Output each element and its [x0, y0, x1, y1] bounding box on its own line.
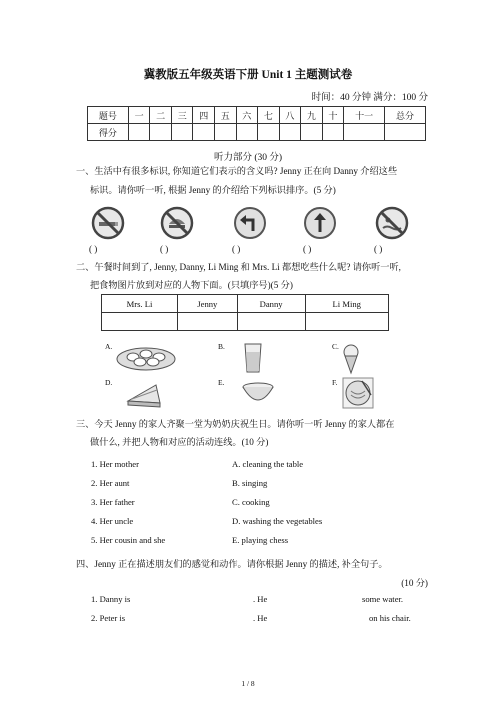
q3-line2: 做什么, 并把人物和对应的活动连线。(10 分) [90, 437, 269, 447]
food-label-b: B. [218, 342, 225, 351]
food-label-c: C. [332, 342, 339, 351]
score-table [87, 106, 426, 141]
score-header-cell: 总分 [385, 107, 426, 124]
activity-e[interactable]: E. playing chess [232, 535, 289, 545]
answer-cell-danny[interactable] [237, 313, 305, 331]
q4-sentence1-end: some water. [362, 594, 404, 604]
activity-d[interactable]: D. washing the vegetables [232, 516, 323, 526]
score-header-cell: 二 [150, 107, 172, 124]
q4-sentence2-end: on his chair. [369, 613, 411, 623]
glass-of-water-icon [242, 342, 264, 374]
rice-bowl-icon [241, 379, 275, 407]
exam-meta: 时间：40 分钟 满分：100 分 [311, 93, 428, 103]
answer-paren-2[interactable]: ( ) [160, 244, 169, 254]
name-mrs-li: Mrs. Li [102, 295, 178, 313]
noodle-soup-icon [342, 377, 374, 409]
score-row-label: 得分 [88, 124, 129, 141]
answer-cell-mrs-li[interactable] [102, 313, 178, 331]
q4-sentence1-start: 1. Danny is [91, 594, 131, 604]
activity-c[interactable]: C. cooking [232, 497, 270, 507]
score-header-cell: 八 [279, 107, 301, 124]
score-cell[interactable] [150, 124, 172, 141]
score-header-cell: 五 [215, 107, 237, 124]
answer-paren-4[interactable]: ( ) [303, 244, 312, 254]
score-value-row [88, 124, 426, 141]
q4-score: (10 分) [401, 578, 428, 588]
score-cell[interactable] [128, 124, 150, 141]
food-label-f: F. [332, 378, 338, 387]
q4-sentence2-mid: . He [253, 613, 268, 623]
food-table [101, 294, 389, 331]
family-member-5[interactable]: 5. Her cousin and she [91, 535, 166, 545]
score-header-cell: 一 [128, 107, 150, 124]
name-danny: Danny [237, 295, 305, 313]
no-food-sign-icon [160, 206, 194, 240]
food-label-a: A. [105, 342, 113, 351]
activity-b[interactable]: B. singing [232, 478, 268, 488]
cake-slice-icon [126, 377, 162, 409]
score-cell[interactable] [322, 124, 344, 141]
q1-line2: 标识。请你听一听, 根据 Jenny 的介绍给下列标识排序。(5 分) [90, 185, 336, 195]
listening-heading: 听力部分 (30 分) [213, 153, 283, 163]
activity-a[interactable]: A. cleaning the table [232, 459, 304, 469]
score-cell[interactable] [171, 124, 193, 141]
go-straight-sign-icon [303, 206, 337, 240]
answer-paren-5[interactable]: ( ) [374, 244, 383, 254]
answer-cell-li-ming[interactable] [305, 313, 388, 331]
score-header-row [88, 107, 426, 124]
score-cell[interactable] [236, 124, 258, 141]
answer-cell-jenny[interactable] [177, 313, 237, 331]
food-label-e: E. [218, 378, 225, 387]
food-label-d: D. [105, 378, 113, 387]
q3-line1: 三、今天 Jenny 的家人齐聚一堂为奶奶庆祝生日。请你听一听 Jenny 的家人都在 [76, 419, 395, 429]
name-jenny: Jenny [177, 295, 237, 313]
no-smoking-sign-icon [91, 206, 125, 240]
q1-line1: 一、生活中有很多标识, 你知道它们表示的含义吗? Jenny 正在向 Danny 介绍这些 [76, 166, 398, 176]
score-header-cell: 十一 [344, 107, 385, 124]
score-header-cell: 三 [171, 107, 193, 124]
q2-line2: 把食物图片放到对应的人物下面。(只填序号)(5 分) [90, 280, 293, 290]
turn-left-sign-icon [233, 206, 267, 240]
page-number: 1 / 8 [241, 679, 255, 688]
score-cell[interactable] [215, 124, 237, 141]
family-member-1[interactable]: 1. Her mother [91, 459, 139, 469]
q4-sentence2-start: 2. Peter is [91, 613, 126, 623]
q4-sentence1-mid: . He [253, 594, 268, 604]
answer-paren-1[interactable]: ( ) [89, 244, 98, 254]
score-header-cell: 四 [193, 107, 215, 124]
family-member-4[interactable]: 4. Her uncle [91, 516, 134, 526]
family-member-3[interactable]: 3. Her father [91, 497, 135, 507]
q2-line1: 二、午餐时间到了, Jenny, Danny, Li Ming 和 Mrs. Li 都想吃些什么呢? 请你听一听, [76, 262, 401, 272]
page-title: 冀教版五年级英语下册 Unit 1 主题测试卷 [143, 69, 353, 81]
q4-line1: 四、Jenny 正在描述朋友们的感觉和动作。请你根据 Jenny 的描述, 补全句子。 [76, 559, 388, 569]
score-cell[interactable] [258, 124, 280, 141]
score-header-label: 题号 [88, 107, 129, 124]
score-cell[interactable] [193, 124, 215, 141]
score-header-cell: 六 [236, 107, 258, 124]
dumplings-plate-icon [115, 343, 177, 371]
family-member-2[interactable]: 2. Her aunt [91, 478, 130, 488]
score-header-cell: 七 [258, 107, 280, 124]
score-header-cell: 九 [301, 107, 323, 124]
ice-cream-cone-icon [339, 343, 363, 375]
no-swimming-sign-icon [375, 206, 409, 240]
score-cell[interactable] [301, 124, 323, 141]
score-cell[interactable] [385, 124, 426, 141]
answer-paren-3[interactable]: ( ) [232, 244, 241, 254]
score-cell[interactable] [344, 124, 385, 141]
score-header-cell: 十 [322, 107, 344, 124]
score-cell[interactable] [279, 124, 301, 141]
name-li-ming: Li Ming [305, 295, 388, 313]
